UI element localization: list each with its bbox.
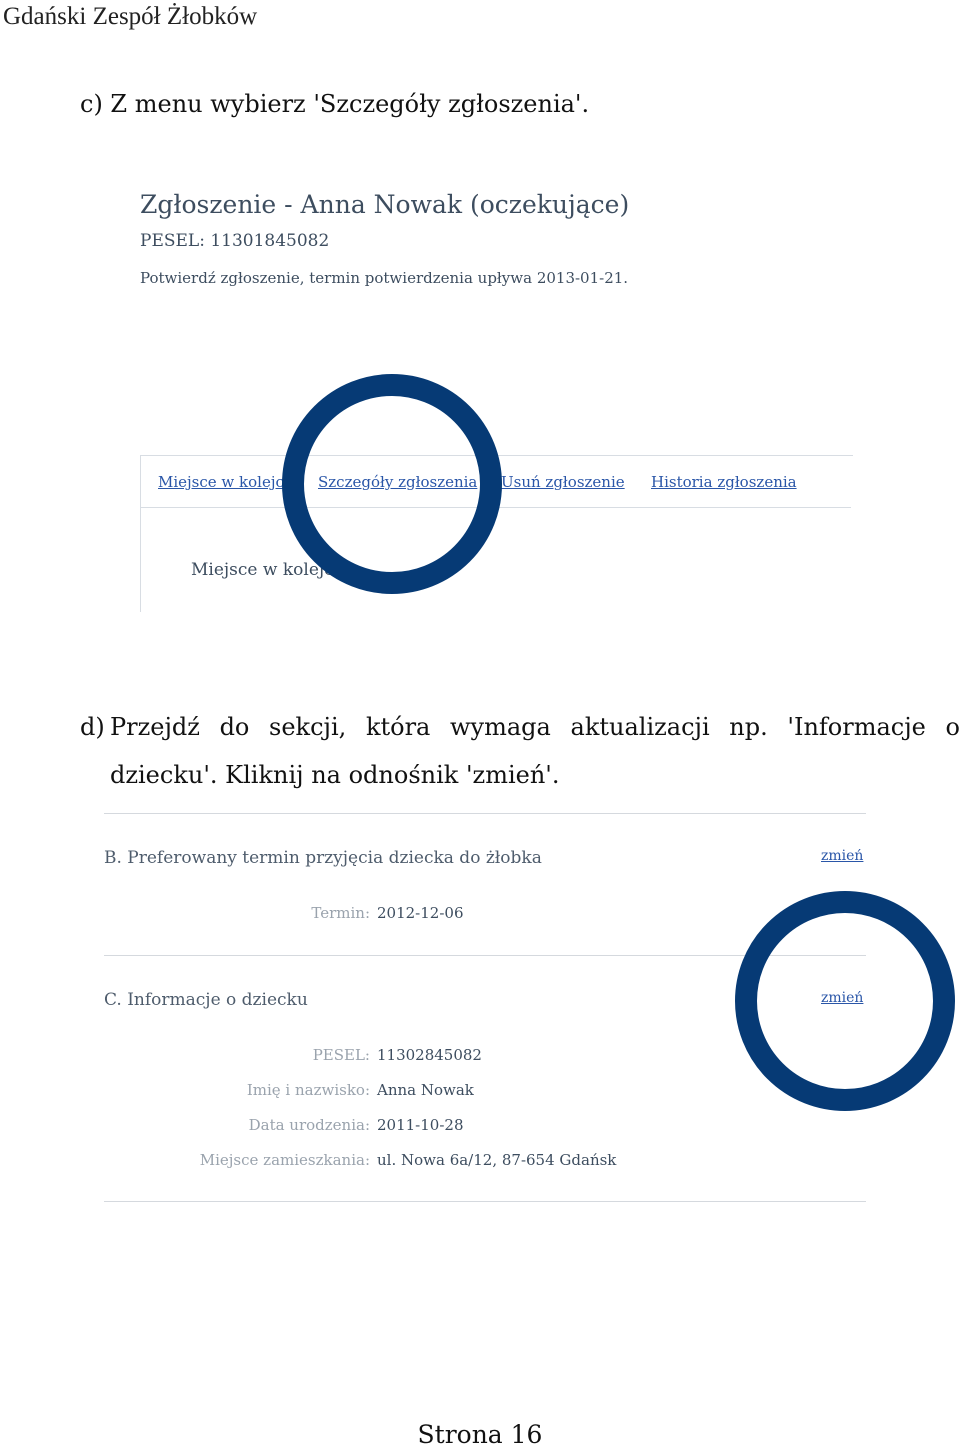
step-d-marker: d) xyxy=(80,713,105,741)
divider xyxy=(104,1201,866,1202)
tab-delete-application[interactable]: Usuń zgłoszenie xyxy=(501,473,625,491)
tab-queue-position[interactable]: Miejsce w kolejce xyxy=(158,473,293,491)
confirmation-notice: Potwierdź zgłoszenie, termin potwierdzenia upływa 2013-01-21. xyxy=(140,269,629,287)
child-birthdate-value: 2011-10-28 xyxy=(377,1116,464,1134)
section-c-title: C. Informacje o dziecku xyxy=(104,990,308,1010)
child-name-value: Anna Nowak xyxy=(377,1081,474,1099)
step-d-instruction xyxy=(80,703,960,799)
tab-application-history[interactable]: Historia zgłoszenia xyxy=(651,473,797,491)
child-pesel-label: PESEL: xyxy=(312,1046,370,1064)
termin-value: 2012-12-06 xyxy=(377,904,464,922)
highlight-circle xyxy=(282,374,502,594)
application-pesel: PESEL: 11301845082 xyxy=(140,231,330,251)
child-address-label: Miejsce zamieszkania: xyxy=(199,1151,370,1169)
divider xyxy=(104,813,866,814)
child-birthdate-label: Data urodzenia: xyxy=(248,1116,370,1134)
section-b-title: B. Preferowany termin przyjęcia dziecka do żłobka xyxy=(104,848,542,868)
termin-label: Termin: xyxy=(311,904,370,922)
child-name-label: Imię i nazwisko: xyxy=(246,1081,370,1099)
queue-position-heading: Miejsce w kolejce xyxy=(191,560,344,580)
application-title: Zgłoszenie - Anna Nowak (oczekujące) xyxy=(140,190,630,219)
step-c-instruction: c) Z menu wybierz 'Szczegóły zgłoszenia'. xyxy=(80,90,590,118)
step-d-text: Przejdź do sekcji, która wymaga aktualizacji np. 'Informacje o dziecku'. Kliknij na odnośnik 'zmień'. xyxy=(110,713,960,789)
section-c-edit-link[interactable]: zmień xyxy=(821,990,864,1006)
document-header: Gdański Zespół Żłobków xyxy=(3,3,258,30)
child-pesel-value: 11302845082 xyxy=(377,1046,482,1064)
page-number: Strona 16 xyxy=(417,1420,543,1449)
section-b-edit-link[interactable]: zmień xyxy=(821,848,864,864)
tab-application-details[interactable]: Szczegóły zgłoszenia xyxy=(318,473,478,491)
highlight-circle xyxy=(735,891,955,1111)
child-address-value: ul. Nowa 6a/12, 87-654 Gdańsk xyxy=(377,1151,617,1169)
